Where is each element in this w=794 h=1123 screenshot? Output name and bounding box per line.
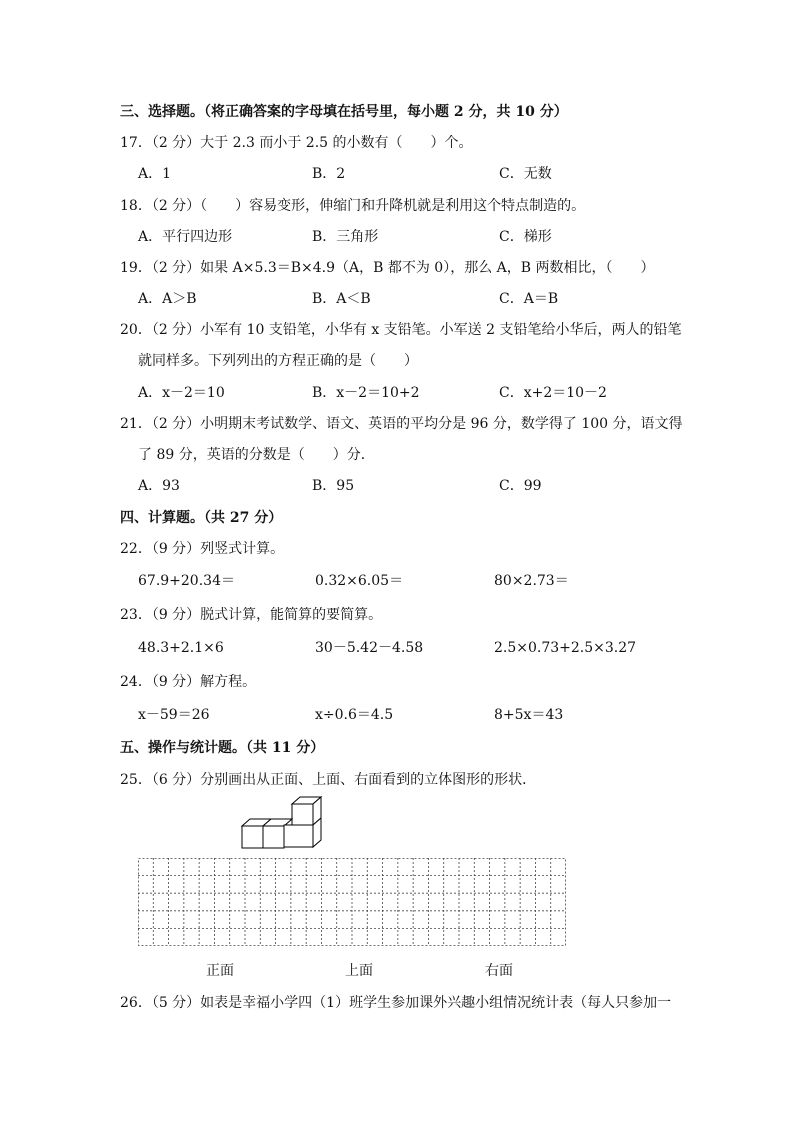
question-18-stem: 18．（2 分）（ ）容易变形，伸缩门和升降机就是利用这个特点制造的。 xyxy=(120,198,586,214)
q21-option-b: B．95 xyxy=(312,478,355,494)
q20-option-a: A．x－2＝10 xyxy=(138,385,225,401)
question-17-stem: 17．（2 分）大于 2.3 而小于 2.5 的小数有（ ）个。 xyxy=(120,135,473,151)
question-19-stem: 19．（2 分）如果 A×5.3＝B×4.9（A，B 都不为 0），那么 A，B 两数相比，（ ） xyxy=(120,260,655,276)
q24-equation-3: 8+5x＝43 xyxy=(494,707,564,723)
question-20-stem-line1: 20．（2 分）小军有 10 支铅笔，小华有 x 支铅笔。小军送 2 支铅笔给小华后，两人的铅笔 xyxy=(120,322,682,338)
drawing-grid xyxy=(138,858,566,946)
label-front-view: 正面 xyxy=(206,963,234,979)
question-22-stem: 22．（9 分）列竖式计算。 xyxy=(120,541,285,557)
q19-option-b: B．A＜B xyxy=(312,291,371,307)
question-21-stem-line1: 21．（2 分）小明期末考试数学、语文、英语的平均分是 96 分，数学得了 100 分，语文得 xyxy=(120,416,683,432)
q18-option-a: A．平行四边形 xyxy=(138,229,233,245)
q23-expression-1: 48.3+2.1×6 xyxy=(138,640,224,656)
question-24-stem: 24．（9 分）解方程。 xyxy=(120,674,257,690)
question-26-stem: 26．（5 分）如表是幸福小学四（1）班学生参加课外兴趣小组情况统计表（每人只参加一 xyxy=(120,995,672,1011)
q21-option-a: A．93 xyxy=(138,478,180,494)
q23-expression-2: 30－5.42－4.58 xyxy=(315,640,424,656)
q17-option-c: C．无数 xyxy=(499,166,552,182)
q24-equation-2: x÷0.6＝4.5 xyxy=(315,707,394,723)
section-5-title: 五、操作与统计题。（共 11 分） xyxy=(120,740,325,756)
question-20-stem-line2: 就同样多。下列列出的方程正确的是（ ） xyxy=(138,353,418,369)
q19-option-a: A．A＞B xyxy=(138,291,197,307)
label-top-view: 上面 xyxy=(345,963,373,979)
question-25-stem: 25．（6 分）分别画出从正面、上面、右面看到的立体图形的形状． xyxy=(120,772,537,788)
q18-option-c: C．梯形 xyxy=(499,229,552,245)
q22-expression-1: 67.9+20.34＝ xyxy=(138,573,235,589)
cube-figure xyxy=(236,794,326,858)
section-3-title: 三、选择题。（将正确答案的字母填在括号里，每小题 2 分，共 10 分） xyxy=(120,104,568,120)
q23-expression-3: 2.5×0.73+2.5×3.27 xyxy=(494,640,637,656)
question-23-stem: 23．（9 分）脱式计算，能简算的要简算。 xyxy=(120,607,383,623)
question-21-stem-line2: 了 89 分，英语的分数是（ ）分． xyxy=(138,447,375,463)
section-4-title: 四、计算题。（共 27 分） xyxy=(120,510,283,526)
q17-option-a: A．1 xyxy=(138,166,172,182)
q18-option-b: B．三角形 xyxy=(312,229,379,245)
label-right-view: 右面 xyxy=(485,963,513,979)
q17-option-b: B．2 xyxy=(312,166,346,182)
q20-option-b: B．x－2＝10+2 xyxy=(312,385,420,401)
q22-expression-2: 0.32×6.05＝ xyxy=(315,573,404,589)
q21-option-c: C．99 xyxy=(499,478,542,494)
q20-option-c: C．x+2＝10－2 xyxy=(499,385,607,401)
q22-expression-3: 80×2.73＝ xyxy=(494,573,569,589)
q24-equation-1: x－59＝26 xyxy=(138,707,210,723)
q19-option-c: C．A＝B xyxy=(499,291,559,307)
